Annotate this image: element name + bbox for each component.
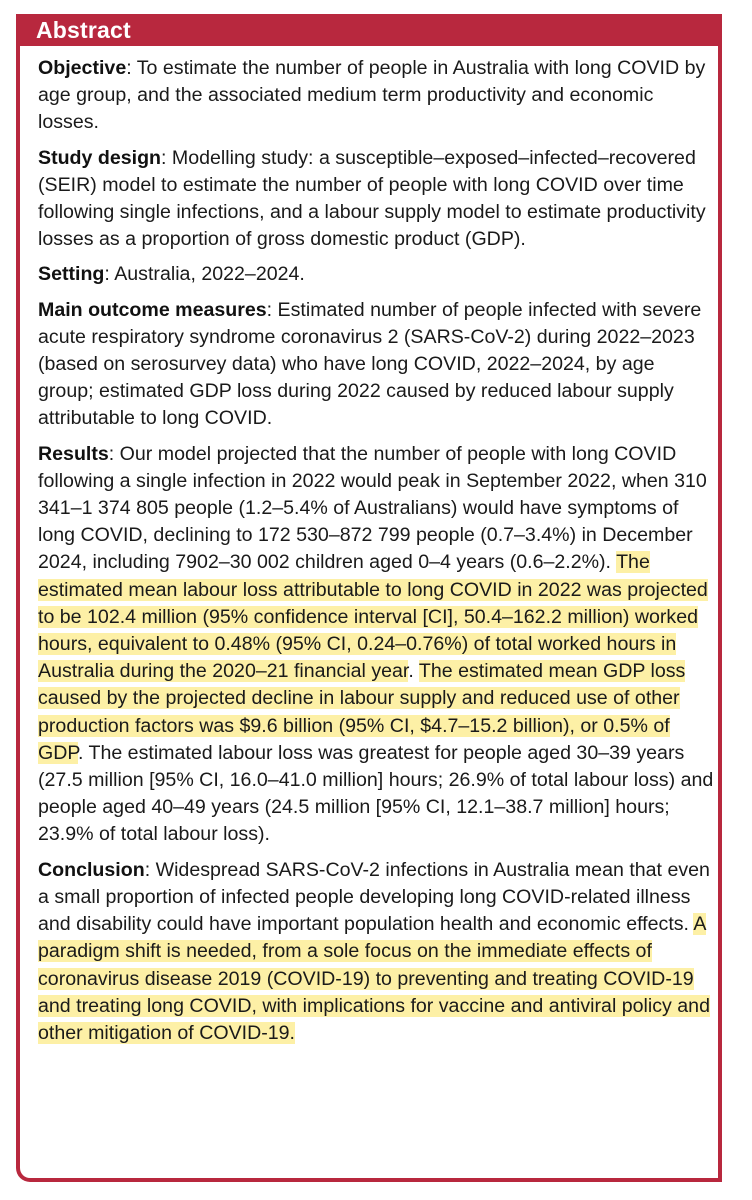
results-text-3: . The estimated labour loss was greatest for people aged 30–39 years (27.5 million [95% CI, 16.0–41.0 million] hours; 26.9% of total labour loss) and people aged 40–49 years (24.5 million [95% CI, 12.1–38.7 million] hours; 23.9% of total labour loss).	[38, 741, 714, 846]
results-highlight-1: The estimated mean labour loss attributable to long COVID in 2022 was projected to be 102.4 million (95% confidence interval [CI], 50.4–162.2 million) worked hours, equivalent to 0.48% (95% CI, 0.24–0.76%) of total worked hours in Australia during the 2020–21 financial year	[38, 551, 708, 683]
conclusion-paragraph	[38, 857, 714, 1047]
setting-label: Setting	[38, 263, 105, 286]
study-design-label: Study design	[38, 146, 162, 169]
conclusion-label: Conclusion	[38, 858, 145, 881]
study-design-paragraph	[38, 145, 714, 254]
setting-text: : Australia, 2022–2024.	[104, 263, 305, 286]
results-text-1: : Our model projected that the number of people with long COVID following a single infection in 2022 would peak in September 2022, when 310 341–1 374 805 people (1.2–5.4% of Australians) would have symptoms of long COVID, declining to 172 530–872 799 people (0.7–3.4%) in December 2024, including 7902–30 002 children aged 0–4 years (0.6–2.2%).	[38, 442, 707, 574]
results-highlight-2: The estimated mean GDP loss caused by the projected decline in labour supply and reduced use of other production factors was $9.6 billion (95% CI, $4.7–15.2 billion), or 0.5% of GDP	[38, 660, 686, 764]
objective-text: : To estimate the number of people in Australia with long COVID by age group, and the associated medium term productivity and economic losses.	[38, 57, 706, 134]
objective-paragraph	[38, 55, 714, 137]
main-outcome-text: : Estimated number of people infected with severe acute respiratory syndrome coronavirus 2 (SARS-CoV-2) during 2022–2023 (based on serosurvey data) who have long COVID, 2022–2024, by age group; estimated GDP loss during 2022 caused by reduced labour supply attributable to long COVID.	[38, 298, 702, 430]
objective-label: Objective	[38, 57, 127, 79]
conclusion-highlight-1: A paradigm shift is needed, from a sole focus on the immediate effects of coronavirus disease 2019 (COVID-19) to preventing and treating COVID-19 and treating long COVID, with implications for vaccine and antiviral policy and other mitigation of COVID-19.	[38, 913, 710, 1044]
abstract-body	[38, 55, 714, 1055]
main-outcome-paragraph	[38, 297, 714, 433]
main-outcome-label: Main outcome measures	[38, 298, 267, 321]
setting-paragraph	[38, 261, 714, 288]
conclusion-text-1: : Widespread SARS-CoV-2 infections in Australia mean that even a small proportion of infected people developing long COVID-related illness and disability could have important population health and economic effects.	[38, 858, 710, 936]
results-paragraph	[38, 441, 714, 849]
results-label: Results	[38, 442, 109, 465]
study-design-text: : Modelling study: a susceptible–exposed–infected–recovered (SEIR) model to estimate the number of people with long COVID over time following single infections, and a labour supply model to estimate productivity losses as a proportion of gross domestic product (GDP).	[38, 146, 706, 251]
results-text-2: .	[408, 660, 419, 683]
abstract-header: Abstract	[16, 14, 722, 46]
